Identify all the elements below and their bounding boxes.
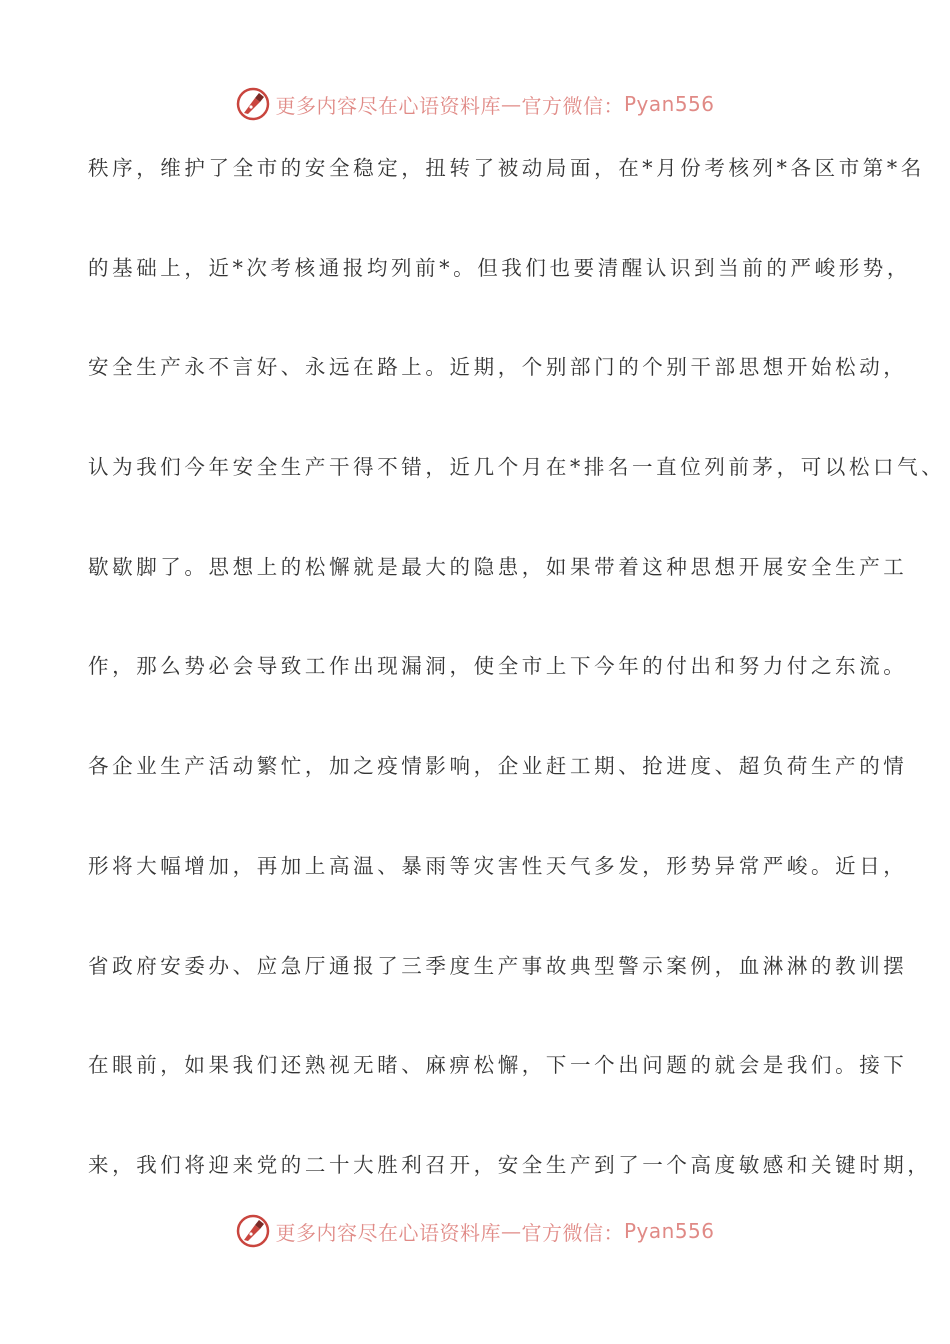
text-line: 在眼前，如果我们还熟视无睹、麻痹松懈，下一个出问题的就会是我们。接下 [88, 1053, 908, 1078]
banner-main-text: 更多内容尽在心语资料库 [275, 93, 501, 118]
text-line: 作，那么势必会导致工作出现漏洞，使全市上下今年的付出和努力付之东流。 [88, 654, 908, 679]
pen-nib-logo-icon [235, 86, 271, 122]
text-line: 歇歇脚了。思想上的松懈就是最大的隐患，如果带着这种思想开展安全生产工 [88, 554, 908, 579]
banner-wechat-label: 官方微信： [521, 93, 624, 118]
banner-dash: — [500, 92, 522, 116]
text-line: 各企业生产活动繁忙，加之疫情影响，企业赶工期、抢进度、超负荷生产的情 [88, 754, 908, 779]
banner-dash: — [500, 1219, 522, 1243]
body-text [88, 148, 946, 1245]
banner-wechat-id: Pyan556 [623, 92, 715, 116]
text-line: 来，我们将迎来党的二十大胜利召开，安全生产到了一个高度敏感和关键时期， [88, 1152, 932, 1177]
text-line: 秩序，维护了全市的安全稳定，扭转了被动局面，在*月份考核列*各区市第*名 [88, 156, 925, 180]
banner-wechat-label: 官方微信： [521, 1220, 624, 1245]
banner-main-text: 更多内容尽在心语资料库 [275, 1220, 501, 1245]
footer-banner [0, 1211, 950, 1251]
text-line: 安全生产永不言好、永远在路上。近期，个别部门的个别干部思想开始松动， [88, 355, 908, 380]
text-line: 省政府安委办、应急厅通报了三季度生产事故典型警示案例，血淋淋的教训摆 [88, 953, 908, 978]
banner-wechat-id: Pyan556 [623, 1219, 715, 1243]
text-line: 的基础上，近*次考核通报均列前*。但我们也要清醒认识到当前的严峻形势， [88, 255, 911, 280]
pen-nib-logo-icon [235, 1213, 271, 1249]
text-line: 形将大幅增加，再加上高温、暴雨等灾害性天气多发，形势异常严峻。近日， [88, 853, 908, 878]
text-line: 认为我们今年安全生产干得不错，近几个月在*排名一直位列前茅，可以松口气、 [88, 455, 946, 480]
header-banner [0, 84, 950, 124]
